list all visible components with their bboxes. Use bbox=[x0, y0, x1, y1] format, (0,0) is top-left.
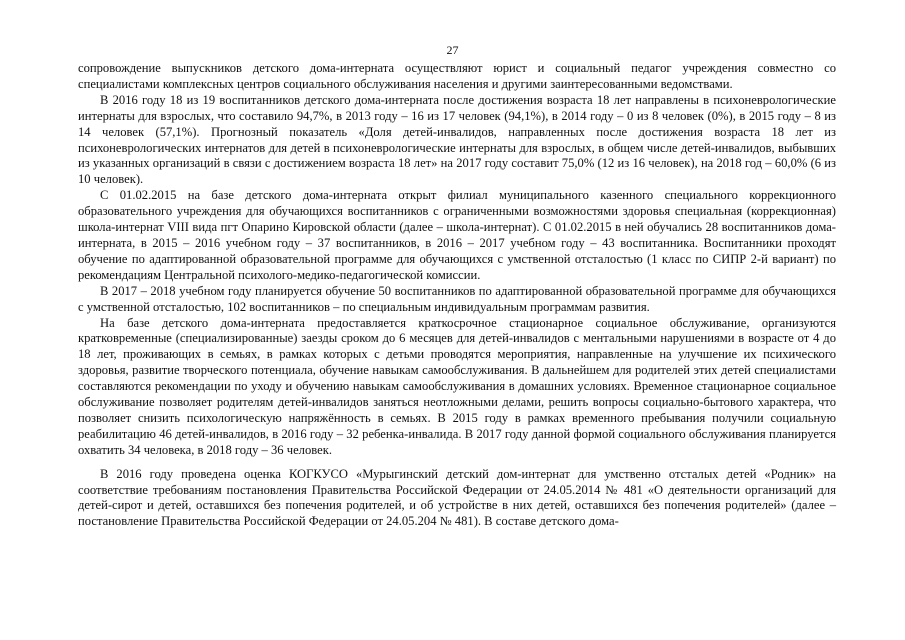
paragraph-school-branch: С 01.02.2015 на базе детского дома-интерната открыт филиал муниципального казенного специального коррекционного образовательного учреждения для обучающихся воспитанников с ограниченными возможностями здоровья специальная (коррекционная) школа-интернат VIII вида пгт Опарино Кировской области (далее – школа-интернат). С 01.02.2015 в ней обучались 28 воспитанников дома-интерната, в 2015 – 2016 учебном году – 37 воспитанников, в 2016 – 2017 учебном году – 43 воспитанника. Воспитанники проходят обучение по адаптированной образовательной программе для обучающихся с умственной отсталостью (1 класс по СИПР 2-й вариант) по рекомендациям Центральной психолого-медико-педагогической комиссии. bbox=[78, 188, 836, 282]
paragraph-short-term-care: На базе детского дома-интерната предоставляется краткосрочное стационарное социальное обслуживание, организуются кратковременные (специализированные) заезды сроком до 6 месяцев для детей-инвалидов с ментальными нарушениями в возрасте от 4 до 18 лет, проживающих в семьях, в рамках которых с детьми проводятся мероприятия, направленные на улучшение их психического здоровья, развитие творческого потенциала, обучение навыкам самообслуживания. В дальнейшем для родителей этих детей специалистами составляются рекомендации по уходу и обучению навыкам самообслуживания в домашних условиях. Временное стационарное социальное обслуживание позволяет родителям детей-инвалидов заняться неотложными делами, решить вопросы социально-бытового характера, что позволяет снизить психологическую напряжённость в семьях. В 2015 году в рамках временного пребывания получили социальную реабилитацию 46 детей-инвалидов, в 2016 году – 32 ребенка-инвалида. В 2017 году данной формой социального обслуживания планируется охватить 34 человека, в 2018 году – 36 человек. bbox=[78, 315, 836, 457]
document-body bbox=[78, 61, 836, 530]
paragraph-graduate-support: сопровождение выпускников детского дома-интерната осуществляют юрист и социальный педагог учреждения совместно со специалистами комплексных центров социального обслуживания населения и другими заинтересованными ведомствами. bbox=[78, 61, 836, 91]
paragraph-placement-statistics: В 2016 году 18 из 19 воспитанников детского дома-интерната после достижения возраста 18 лет направлены в психоневрологические интернаты для взрослых, что составило 94,7%, в 2013 году – 16 из 17 человек (94,1%), в 2014 году – 0 из 8 человек (0%), в 2015 году – 8 из 14 человек (57,1%). Прогнозный показатель «Доля детей-инвалидов, направленных после достижения возраста 18 лет из психоневрологических интернатов для детей в психоневрологические интернаты для взрослых, в общем числе детей-инвалидов, выбывших из указанных организаций в связи с достижением возраста 18 лет» на 2017 году составит 75,0% (12 из 16 человек), на 2018 год – 60,0% (6 из 10 человек). bbox=[78, 92, 836, 187]
page-number: 27 bbox=[446, 43, 459, 57]
paragraph-assessment: В 2016 году проведена оценка КОГКУСО «Мурыгинский детский дом-интернат для умственно отсталых детей «Родник» на соответствие требованиям постановления Правительства Российской Федерации от 24.05.2014 № 481 «О деятельности организаций для детей-сирот и детей, оставшихся без попечения родителей, и об устройстве в них детей, оставшихся без попечения родителей» (далее – постановление Правительства Российской Федерации от 24.05.204 № 481). В составе детского дома- bbox=[78, 466, 836, 529]
paragraph-training-plan: В 2017 – 2018 учебном году планируется обучение 50 воспитанников по адаптированной образовательной программе для обучающихся с умственной отсталостью, 102 воспитанников – по специальным индивидуальным программам развития. bbox=[78, 283, 836, 314]
